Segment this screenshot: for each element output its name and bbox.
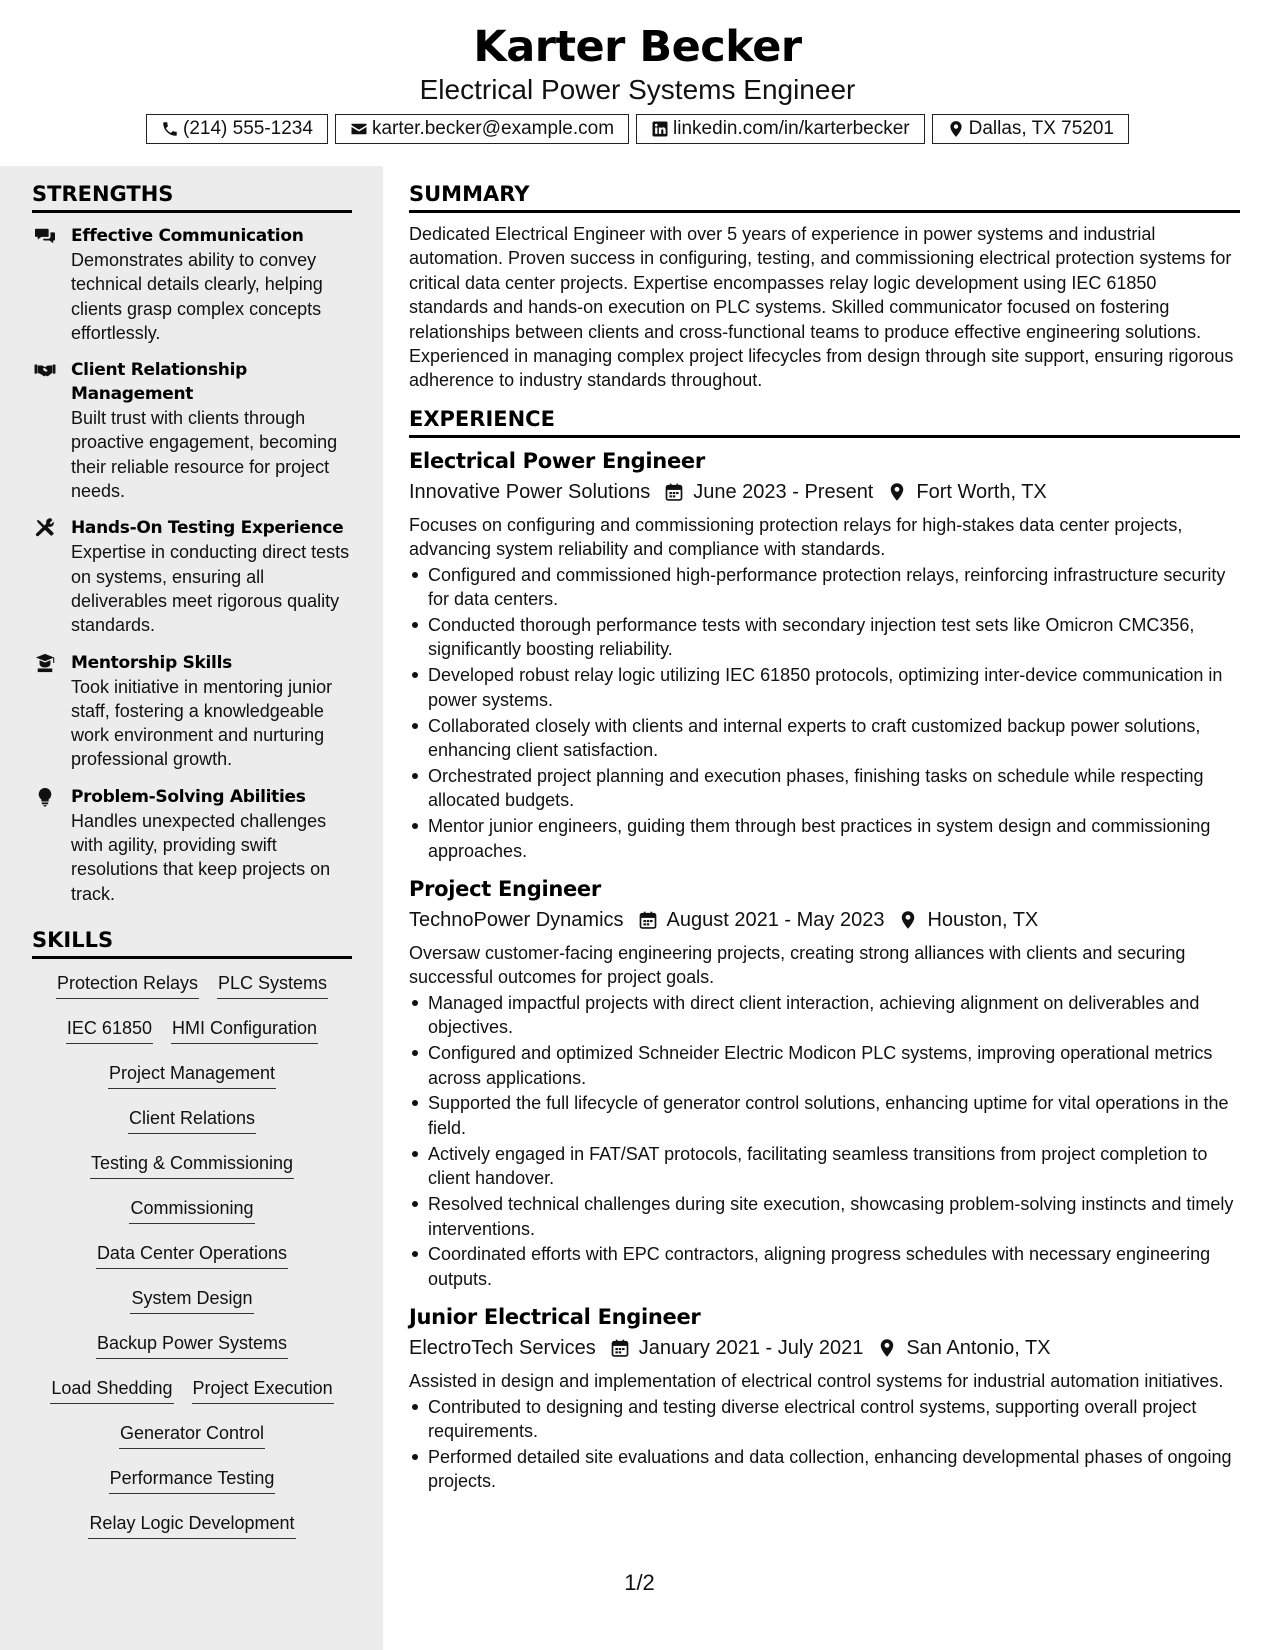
job-entry	[409, 1303, 1240, 1494]
strength-item	[32, 516, 352, 637]
main-content	[409, 182, 1240, 1495]
lightbulb-icon	[34, 787, 56, 807]
strength-desc: Built trust with clients through proactive engagement, becoming their reliable resource for project needs.	[71, 408, 338, 502]
skill-row	[32, 1421, 352, 1466]
job-bullet: Resolved technical challenges during site execution, showcasing problem-solving instincts and timely interventions.	[409, 1192, 1240, 1241]
job-bullet: Orchestrated project planning and execution phases, finishing tasks on schedule while respecting allocated budgets.	[409, 764, 1240, 813]
skill-row	[32, 1466, 352, 1511]
job-bullet: Managed impactful projects with direct client interaction, achieving alignment on deliverables and objectives.	[409, 991, 1240, 1040]
sidebar	[0, 166, 383, 1650]
job-title: Junior Electrical Engineer	[409, 1305, 701, 1330]
job-bullet: Configured and optimized Schneider Electric Modicon PLC systems, improving operational metrics across applications.	[409, 1041, 1240, 1090]
skills-heading: SKILLS	[32, 928, 352, 959]
skill-tag: HMI Configuration	[171, 1016, 318, 1044]
tools-icon	[34, 518, 56, 538]
job-bullet: Contributed to designing and testing diverse electrical control systems, supporting overall project requirements.	[409, 1395, 1240, 1444]
job-title: Electrical Power Engineer	[409, 448, 705, 473]
skill-row	[32, 1331, 352, 1376]
strength-title: Problem-Solving Abilities	[71, 786, 306, 807]
strength-desc: Demonstrates ability to convey technical details clearly, helping clients grasp complex concepts effortlessly.	[71, 250, 323, 343]
skill-row	[32, 1061, 352, 1106]
skill-tag: IEC 61850	[66, 1016, 153, 1044]
strength-item	[32, 224, 352, 345]
skill-row	[32, 1511, 352, 1556]
job-bullet: Coordinated efforts with EPC contractors, aligning progress schedules with necessary engineering outputs.	[409, 1242, 1240, 1291]
job-entry	[409, 875, 1240, 1291]
skill-row	[32, 1376, 352, 1421]
contact-email[interactable]	[335, 114, 629, 144]
strength-item	[32, 358, 352, 503]
linkedin-icon	[651, 120, 669, 138]
job-bullet: Actively engaged in FAT/SAT protocols, facilitating seamless transitions from project completion to client handover.	[409, 1142, 1240, 1191]
job-bullets	[409, 563, 1240, 863]
skill-row	[32, 1151, 352, 1196]
location-pin-icon	[898, 910, 918, 930]
handshake-icon	[34, 360, 56, 380]
job-location: San Antonio, TX	[906, 1337, 1051, 1360]
job-bullets	[409, 1395, 1240, 1494]
strength-item	[32, 785, 352, 906]
strength-item	[32, 651, 352, 772]
skill-row	[32, 1196, 352, 1241]
skill-tag: Data Center Operations	[96, 1241, 288, 1269]
candidate-name: Karter Becker	[473, 22, 802, 72]
skill-tag: Relay Logic Development	[88, 1511, 295, 1539]
contact-linkedin[interactable]	[636, 114, 925, 144]
job-bullet: Collaborated closely with clients and internal experts to craft customized backup power solutions, enhancing client satisfaction.	[409, 714, 1240, 763]
skill-row	[32, 971, 352, 1016]
strength-title: Hands-On Testing Experience	[71, 518, 344, 539]
strength-title: Client Relationship Management	[71, 360, 247, 405]
contact-phone[interactable]	[146, 114, 328, 144]
calendar-icon	[610, 1338, 630, 1358]
job-company: ElectroTech Services	[409, 1337, 596, 1360]
skill-tag: PLC Systems	[217, 971, 328, 999]
skill-tag: Client Relations	[128, 1106, 256, 1134]
skills-section	[32, 928, 352, 1556]
skill-tag: Backup Power Systems	[96, 1331, 288, 1359]
job-company: Innovative Power Solutions	[409, 480, 651, 503]
calendar-icon	[664, 482, 684, 502]
contact-email-text: karter.becker@example.com	[371, 118, 615, 139]
job-location: Fort Worth, TX	[916, 480, 1047, 503]
job-description: Focuses on configuring and commissioning protection relays for high-stakes data center projects, advancing system reliability and compliance with standards.	[409, 514, 1183, 560]
comments-icon	[34, 226, 56, 246]
skill-tag: Project Management	[108, 1061, 276, 1089]
location-pin-icon	[947, 120, 965, 138]
location-pin-icon	[887, 482, 907, 502]
contact-location-text: Dallas, TX 75201	[968, 118, 1114, 139]
job-dates: January 2021 - July 2021	[638, 1337, 864, 1360]
contact-phone-text: (214) 555-1234	[183, 118, 313, 139]
strengths-section	[32, 182, 352, 906]
job-entry	[409, 447, 1240, 863]
skill-row	[32, 1016, 352, 1061]
job-bullet: Performed detailed site evaluations and data collection, enhancing developmental phases of ongoing projects.	[409, 1445, 1240, 1494]
page-number-text: 1/2	[624, 1570, 655, 1595]
job-meta	[409, 905, 1240, 935]
contact-location[interactable]	[932, 114, 1129, 144]
envelope-icon	[350, 120, 368, 138]
job-bullet: Configured and commissioned high-performance protection relays, reinforcing infrastructure security for data centers.	[409, 563, 1240, 612]
contact-bar	[0, 114, 1275, 144]
phone-icon	[161, 120, 179, 138]
skill-row	[32, 1286, 352, 1331]
job-bullet: Supported the full lifecycle of generator control solutions, enhancing uptime for vital operations in the field.	[409, 1091, 1240, 1140]
strength-title: Effective Communication	[71, 226, 304, 246]
skill-tag: Load Shedding	[50, 1376, 173, 1404]
job-dates: June 2023 - Present	[693, 480, 874, 503]
job-title: Project Engineer	[409, 877, 601, 902]
resume-header	[0, 0, 1275, 166]
job-location: Houston, TX	[927, 909, 1039, 932]
job-bullets	[409, 991, 1240, 1291]
strength-title: Mentorship Skills	[71, 652, 232, 673]
job-dates: August 2021 - May 2023	[666, 909, 885, 932]
skill-tag: Protection Relays	[56, 971, 199, 999]
job-meta	[409, 477, 1240, 507]
strength-desc: Expertise in conducting direct tests on systems, ensuring all deliverables meet rigorous quality standards.	[71, 542, 350, 636]
skill-tag: Project Execution	[192, 1376, 334, 1404]
candidate-title: Electrical Power Systems Engineer	[419, 74, 856, 105]
skill-row	[32, 1241, 352, 1286]
summary-heading: SUMMARY	[409, 182, 1240, 213]
teacher-icon	[34, 653, 56, 673]
job-bullet: Mentor junior engineers, guiding them through best practices in system design and commissioning approaches.	[409, 814, 1240, 863]
skill-tag: System Design	[130, 1286, 253, 1314]
job-description: Assisted in design and implementation of electrical control systems for industrial automation initiatives.	[409, 1371, 1224, 1392]
skill-tag: Commissioning	[129, 1196, 254, 1224]
skill-tag: Testing & Commissioning	[90, 1151, 294, 1179]
strength-desc: Took initiative in mentoring junior staff, fostering a knowledgeable work environment and nurturing professional growth.	[71, 676, 333, 770]
skills-list	[32, 971, 352, 1556]
location-pin-icon	[877, 1338, 897, 1358]
skill-tag: Performance Testing	[109, 1466, 276, 1494]
contact-linkedin-text: linkedin.com/in/karterbecker	[673, 118, 910, 139]
strength-desc: Handles unexpected challenges with agility, providing swift resolutions that keep projects on track.	[71, 810, 331, 904]
job-company: TechnoPower Dynamics	[409, 909, 624, 932]
calendar-icon	[638, 910, 658, 930]
job-meta	[409, 1333, 1240, 1363]
strengths-heading: STRENGTHS	[32, 182, 352, 213]
job-bullet: Conducted thorough performance tests with secondary injection test sets like Omicron CMC356, significantly boosting reliability.	[409, 613, 1240, 662]
experience-heading: EXPERIENCE	[409, 407, 1240, 438]
job-description: Oversaw customer-facing engineering projects, creating strong alliances with clients and securing successful outcomes for project goals.	[409, 943, 1186, 988]
job-bullet: Developed robust relay logic utilizing IEC 61850 protocols, optimizing inter-device communication in power systems.	[409, 663, 1240, 712]
skill-row	[32, 1106, 352, 1151]
summary-text: Dedicated Electrical Engineer with over 5 years of experience in power systems and industrial automation. Proven success in configuring, testing, and commissioning electrical protection systems for critical data center projects. Expertise encompasses relay logic development using IEC 61850 standards and hands-on execution on PLC systems. Skilled communicator focused on fostering relationships between clients and cross-functional teams to produce effective engineering solutions. Experienced in managing complex project lifecycles from design through site support, ensuring rigorous adherence to industry standards throughout.	[409, 224, 1234, 391]
skill-tag: Generator Control	[119, 1421, 265, 1449]
page-number	[0, 1570, 1275, 1596]
